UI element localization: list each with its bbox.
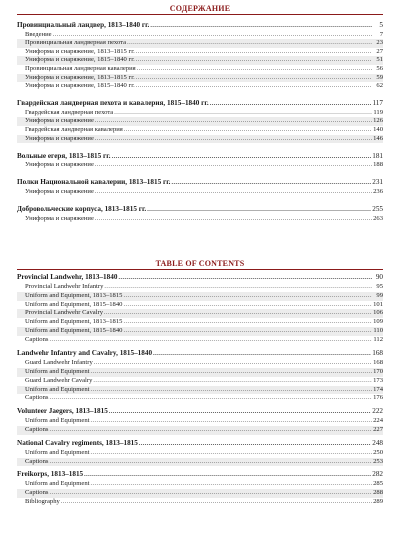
subsection-title: Униформа и снаряжение [25, 214, 94, 222]
subsection-page-number: 7 [379, 30, 383, 38]
dot-leader [93, 377, 372, 386]
subsection-page-number: 109 [373, 318, 383, 326]
dot-leader [90, 417, 372, 426]
subsection-title: Uniform and Equipment, 1813–1815 [25, 318, 123, 326]
section-entry [17, 407, 383, 417]
subsection-title: Uniform and Equipment, 1815–1840 [25, 300, 123, 308]
subsection-page-number: 174 [373, 385, 383, 393]
section-title: Landwehr Infantry and Cavalry, 1815–1840 [17, 349, 153, 358]
section-entry [17, 470, 383, 480]
dot-leader [90, 368, 372, 377]
subsection-entry [17, 31, 383, 40]
toc-section [17, 178, 383, 196]
subsection-page-number: 289 [373, 498, 383, 506]
subsection-page-number: 99 [376, 291, 383, 299]
subsection-page-number: 101 [373, 300, 383, 308]
section-page-number: 255 [372, 205, 383, 214]
dot-leader [136, 82, 372, 91]
section-page-number: 222 [372, 407, 383, 416]
toc-section [17, 152, 383, 170]
subsection-list [17, 188, 383, 197]
section-title: Volunteer Jaegers, 1813–1815 [17, 407, 108, 416]
subsection-entry [17, 336, 383, 345]
subsection-title: Uniform and Equipment [25, 385, 90, 393]
subsection-title: Uniform and Equipment [25, 367, 90, 375]
dot-leader [61, 498, 372, 507]
section-page-number: 90 [375, 273, 383, 281]
section-entry [17, 21, 383, 31]
dot-leader [123, 292, 372, 301]
subsection-title: Гвардейская ландверная кавалерия [25, 126, 123, 134]
section-title: Provincial Landwehr, 1813–1840 [17, 273, 118, 281]
subsection-page-number: 112 [373, 336, 383, 344]
subsection-list [17, 449, 383, 467]
toc-section [17, 470, 383, 506]
subsection-title: Униформа и снаряжение [25, 117, 94, 125]
subsection-title: Bibliography [25, 498, 60, 506]
dot-leader [123, 301, 372, 310]
section-title: Вольные егеря, 1813–1815 гг. [17, 151, 111, 160]
section-page-number: 181 [372, 151, 383, 160]
subsection-page-number: 119 [373, 108, 383, 116]
russian-contents-heading: СОДЕРЖАНИЕ [169, 4, 231, 13]
subsection-entry [17, 117, 383, 126]
subsection-title: Captions [25, 336, 49, 344]
dot-leader [95, 215, 372, 224]
subsection-page-number: 263 [373, 214, 383, 222]
subsection-entry [17, 377, 383, 386]
subsection-entry [17, 386, 383, 395]
subsection-title: Uniform and Equipment, 1815–1840 [25, 327, 123, 335]
subsection-page-number: 62 [376, 82, 383, 90]
dot-leader [104, 309, 372, 318]
subsection-page-number: 173 [373, 376, 383, 384]
subsection-entry [17, 188, 383, 197]
dot-leader [136, 48, 372, 57]
subsection-entry [17, 359, 383, 368]
english-heading-rule [17, 269, 383, 270]
subsection-entry [17, 39, 383, 48]
subsection-page-number: 170 [373, 367, 383, 375]
subsection-title: Captions [25, 489, 49, 497]
subsection-page-number: 51 [376, 56, 383, 64]
russian-heading-rule [17, 14, 383, 15]
subsection-title: Униформа и снаряжение [25, 188, 94, 195]
toc-section [17, 439, 383, 467]
subsection-entry [17, 368, 383, 377]
section-title: Провинциальный ландвер, 1813–1840 гг. [17, 21, 150, 29]
subsection-entry [17, 449, 383, 458]
subsection-entry [17, 292, 383, 301]
toc-section [17, 21, 383, 91]
subsection-page-number: 250 [373, 448, 383, 456]
subsection-entry [17, 498, 383, 507]
subsection-title: Униформа и снаряжение, 1813–1815 гг. [25, 47, 135, 55]
subsection-entry [17, 135, 383, 144]
subsection-page-number: 27 [376, 47, 383, 55]
section-entry [17, 99, 383, 109]
section-entry [17, 439, 383, 449]
subsection-title: Униформа и снаряжение, 1815–1840 гг. [25, 56, 135, 64]
toc-section [17, 349, 383, 403]
section-entry [17, 152, 383, 162]
subsection-entry [17, 126, 383, 135]
section-entry [17, 205, 383, 215]
subsection-title: Uniform and Equipment, 1813–1815 [25, 291, 123, 299]
subsection-page-number: 176 [373, 394, 383, 402]
subsection-entry [17, 65, 383, 74]
subsection-list [17, 417, 383, 435]
subsection-title: Provincial Landwehr Cavalry [25, 309, 104, 317]
dot-leader [136, 56, 372, 65]
subsection-entry [17, 309, 383, 318]
section-title: Добровольческие корпуса, 1813–1815 гг. [17, 205, 147, 214]
subsection-title: Провинциальная ландверная пехота [25, 39, 127, 47]
subsection-page-number: 110 [373, 327, 383, 335]
subsection-list [17, 283, 383, 345]
subsection-page-number: 106 [373, 309, 383, 317]
subsection-list [17, 109, 383, 143]
dot-leader [123, 318, 372, 327]
subsection-entry [17, 82, 383, 91]
dot-leader [124, 126, 372, 135]
subsection-page-number: 168 [373, 358, 383, 366]
subsection-page-number: 227 [373, 425, 383, 433]
subsection-title: Captions [25, 425, 49, 433]
subsection-title: Provincial Landwehr Infantry [25, 282, 104, 290]
section-entry [17, 178, 383, 188]
subsection-list [17, 31, 383, 91]
subsection-page-number: 224 [373, 417, 383, 425]
subsection-title: Guard Landwehr Infantry [25, 358, 93, 366]
russian-contents-list [17, 21, 383, 232]
subsection-title: Гвардейская ландверная пехота [25, 108, 114, 116]
section-page-number: 282 [372, 470, 383, 479]
subsection-title: Униформа и снаряжение [25, 161, 94, 169]
subsection-list [17, 480, 383, 507]
subsection-page-number: 146 [373, 134, 383, 142]
dot-leader [90, 386, 372, 395]
subsection-page-number: 56 [376, 64, 383, 72]
toc-section [17, 407, 383, 435]
subsection-entry [17, 417, 383, 426]
section-title: Гвардейская ландверная пехота и кавалерия, 1815–1840 гг. [17, 99, 209, 108]
subsection-title: Captions [25, 457, 49, 465]
subsection-title: Guard Landwehr Cavalry [25, 376, 93, 384]
dot-leader [95, 188, 372, 197]
dot-leader [49, 426, 372, 435]
dot-leader [49, 336, 372, 345]
subsection-entry [17, 283, 383, 292]
subsection-entry [17, 56, 383, 65]
section-page-number: 248 [372, 438, 383, 447]
dot-leader [90, 449, 372, 458]
subsection-page-number: 288 [373, 489, 383, 497]
section-entry [17, 273, 383, 283]
subsection-title: Униформа и снаряжение, 1813–1815 гг. [25, 73, 135, 81]
english-contents-heading: TABLE OF CONTENTS [155, 259, 245, 268]
subsection-page-number: 188 [373, 161, 383, 169]
subsection-page-number: 253 [373, 457, 383, 465]
section-entry [17, 349, 383, 359]
subsection-entry [17, 480, 383, 489]
subsection-entry [17, 394, 383, 403]
subsection-entry [17, 458, 383, 467]
subsection-page-number: 59 [376, 73, 383, 81]
subsection-page-number: 23 [376, 39, 383, 47]
subsection-title: Uniform and Equipment [25, 417, 90, 425]
subsection-entry [17, 74, 383, 83]
subsection-page-number: 236 [373, 188, 383, 195]
section-title: National Cavalry regiments, 1813–1815 [17, 438, 138, 447]
subsection-page-number: 126 [373, 117, 383, 125]
dot-leader [49, 489, 372, 498]
subsection-title: Captions [25, 394, 49, 402]
dot-leader [95, 135, 372, 144]
subsection-title: Uniform and Equipment [25, 448, 90, 456]
toc-section [17, 99, 383, 143]
subsection-entry [17, 426, 383, 435]
dot-leader [49, 458, 372, 467]
subsection-title: Uniform and Equipment [25, 480, 90, 488]
toc-section [17, 205, 383, 223]
subsection-page-number: 140 [373, 126, 383, 134]
section-title: Полки Национальной кавалерии, 1813–1815 гг. [17, 178, 171, 187]
dot-leader [49, 394, 372, 403]
subsection-list [17, 215, 383, 224]
subsection-title: Провинциальная ландверная кавалерия [25, 64, 136, 72]
dot-leader [127, 39, 372, 48]
subsection-page-number: 285 [373, 480, 383, 488]
dot-leader [95, 117, 372, 126]
dot-leader [137, 65, 372, 74]
toc-section [17, 273, 383, 345]
subsection-title: Введение [25, 30, 52, 38]
section-page-number: 5 [379, 21, 383, 29]
dot-leader [94, 359, 372, 368]
section-page-number: 231 [372, 178, 383, 187]
dot-leader [53, 31, 372, 40]
dot-leader [90, 480, 372, 489]
subsection-entry [17, 215, 383, 224]
subsection-entry [17, 327, 383, 336]
english-contents-list [17, 273, 383, 511]
subsection-page-number: 95 [376, 282, 383, 290]
subsection-entry [17, 109, 383, 118]
dot-leader [136, 74, 372, 83]
subsection-entry [17, 161, 383, 170]
dot-leader [104, 283, 372, 292]
dot-leader [95, 161, 372, 170]
subsection-entry [17, 489, 383, 498]
section-title: Freikorps, 1813–1815 [17, 470, 84, 479]
subsection-entry [17, 48, 383, 57]
dot-leader [114, 109, 372, 118]
subsection-entry [17, 318, 383, 327]
subsection-list [17, 359, 383, 403]
subsection-title: Униформа и снаряжение [25, 134, 94, 142]
dot-leader [123, 327, 372, 336]
subsection-entry [17, 301, 383, 310]
section-page-number: 168 [372, 349, 383, 358]
subsection-list [17, 161, 383, 170]
section-page-number: 117 [372, 99, 383, 108]
subsection-title: Униформа и снаряжение, 1815–1840 гг. [25, 82, 135, 90]
